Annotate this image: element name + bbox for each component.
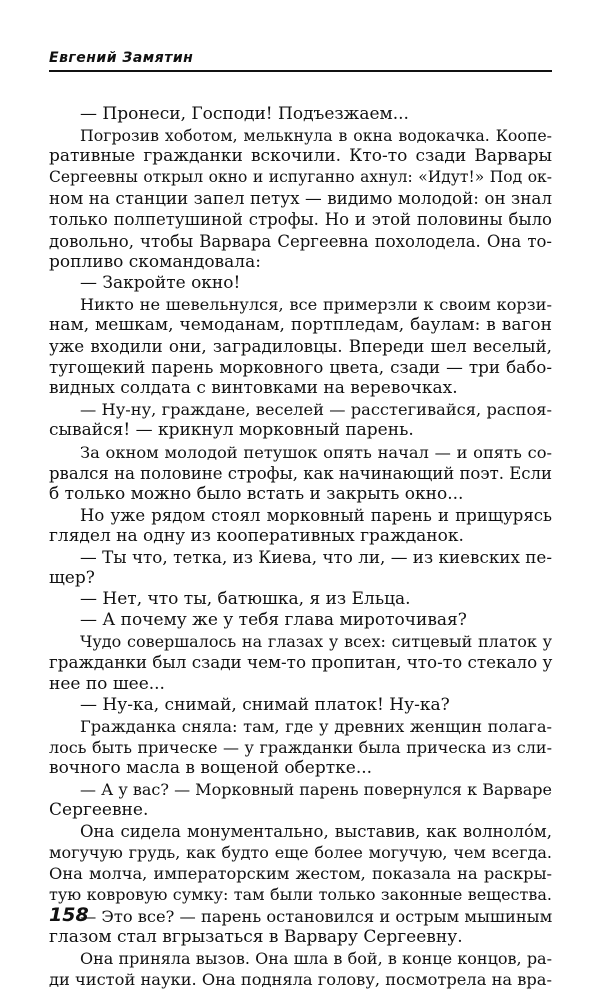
text-line: ропливо скомандовала: bbox=[49, 251, 261, 272]
text-line: Погрозив хоботом, мелькнула в окна водокачка. Коопе- bbox=[80, 126, 552, 146]
text-line: Она сидела монументально, выставив, как волноло́м, bbox=[80, 822, 552, 842]
text-line: — Это все? — парень остановился и острым мышиным bbox=[80, 906, 553, 926]
text-line: Сергеевне. bbox=[49, 800, 149, 821]
text-line: Но уже рядом стоял морковный парень и прищурясь bbox=[80, 505, 552, 525]
text-line: — Закройте окно! bbox=[80, 272, 241, 293]
text-line: уже входили они, заградиловцы. Впереди шел веселый, bbox=[49, 336, 552, 357]
text-line: — Ну-ну, граждане, веселей — расстегивайся, распоя- bbox=[80, 400, 552, 420]
text-line: нее по шее... bbox=[49, 673, 165, 694]
text-line: — А у вас? — Морковный парень повернулся к Варваре bbox=[80, 780, 552, 799]
text-line: Сергеевны открыл окно и испуганно ахнул: «Идут!» Под ок- bbox=[49, 168, 552, 187]
text-line: — Нет, что ты, батюшка, я из Ельца. bbox=[80, 589, 411, 610]
text-line: Чудо совершалось на глазах у всех: ситцевый платок у bbox=[80, 632, 552, 652]
text-line: За окном молодой петушок опять начал — и опять со- bbox=[80, 442, 552, 462]
text-line: ративные гражданки вскочили. Кто-то сзади Варвары bbox=[49, 146, 552, 167]
text-line: глядел на одну из кооперативных гражданок. bbox=[49, 525, 464, 546]
text-line: ном на станции запел петух — видимо молодой: он знал bbox=[49, 188, 552, 209]
text-line: лось быть прическе — у гражданки была прическа из сли- bbox=[49, 737, 552, 757]
text-line: ди чистой науки. Она подняла голову, посмотрела на вра- bbox=[49, 969, 552, 989]
text-line: сывайся! — крикнул морковный парень. bbox=[49, 420, 414, 441]
text-line: Она молча, императорским жестом, показала на раскры- bbox=[49, 864, 552, 884]
page-number: 158 bbox=[49, 904, 89, 926]
running-head: Евгений Замятин bbox=[49, 50, 194, 66]
text-line: довольно, чтобы Варвара Сергеевна похолодела. Она то- bbox=[49, 231, 552, 251]
text-line: гражданки был сзади чем-то пропитан, что-то стекало у bbox=[49, 652, 553, 673]
text-line: вочного масла в вощеной обертке... bbox=[49, 757, 373, 778]
text-line: Никто не шевельнулся, все примерзли к своим корзи- bbox=[80, 294, 552, 314]
text-line: только полпетушиной строфы. Но и этой половины было bbox=[49, 210, 552, 230]
text-line: Гражданка сняла: там, где у древних женщин полага- bbox=[80, 716, 552, 736]
text-line: — Ты что, тетка, из Киева, что ли, — из киевских пе- bbox=[80, 546, 552, 567]
text-line: нам, мешкам, чемоданам, портпледам, баулам: в вагон bbox=[49, 314, 552, 335]
text-line: могучую грудь, как будто еще более могучую, чем всегда. bbox=[49, 843, 552, 863]
text-line: тую ковровую сумку: там были только законные вещества. bbox=[49, 885, 552, 905]
text-line: б только можно было встать и закрыть окно... bbox=[49, 483, 464, 504]
text-line: видных солдата с винтовками на веревочках. bbox=[49, 378, 458, 399]
text-line: тугощекий парень морковного цвета, сзади — три бабо- bbox=[49, 357, 552, 378]
text-line: щер? bbox=[49, 568, 95, 589]
header-rule bbox=[49, 70, 552, 72]
text-line: — Пронеси, Господи! Подъезжаем... bbox=[80, 104, 409, 124]
text-line: — А почему же у тебя глава мироточивая? bbox=[80, 610, 467, 631]
text-line: глазом стал вгрызаться в Варвару Сергеевну. bbox=[49, 926, 463, 947]
body-text bbox=[49, 104, 552, 990]
text-line: рвался на половине строфы, как начинающий поэт. Если bbox=[49, 463, 552, 483]
text-line: — Ну-ка, снимай, снимай платок! Ну-ка? bbox=[80, 694, 450, 715]
text-line: Она приняла вызов. Она шла в бой, в конце концов, ра- bbox=[80, 948, 552, 968]
